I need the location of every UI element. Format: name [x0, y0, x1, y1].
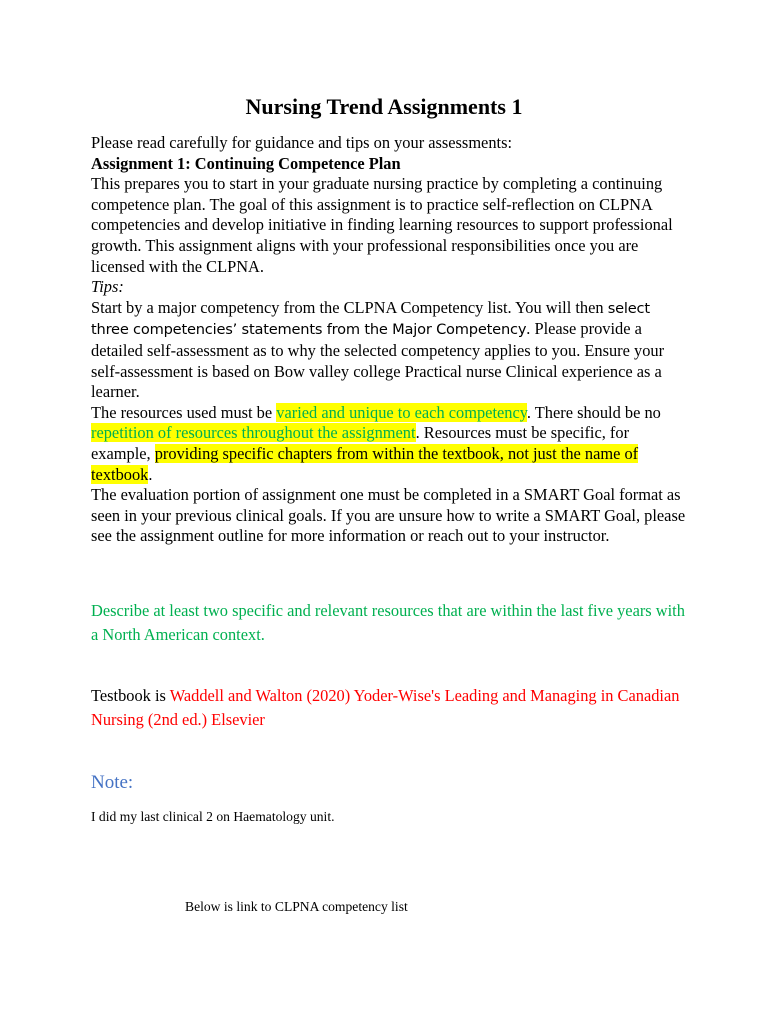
resources-text-part2: . There should be no — [526, 402, 661, 422]
intro-text: Please read carefully for guidance and tips on your assessments: — [91, 133, 513, 152]
assignment-description: This prepares you to start in your graduate nursing practice by completing a continuing competence plan. The goal of this assignment is to practice self-reflection on CLPNA competencies and develop initiative in finding learning resources to support professional growth. This assignment aligns with your professional responsibilities once you are licensed with the CLPNA. — [91, 174, 673, 276]
tips-text-part3: . Please provide a detailed self-assessment as to why the selected competency applies to you. Ensure your self-assessment is based on Bow valley college Practical nurse Clinical experience as a learner. — [91, 319, 665, 402]
tips-label: Tips: — [91, 277, 124, 297]
resources-highlight-chapters: providing specific chapters from within the textbook, not just the name of textbook — [91, 443, 639, 484]
tips-text-part2: select three competencies’ statements from the Major Competency — [91, 299, 650, 339]
resources-text-part1: The resources used must be — [91, 402, 277, 422]
resources-text-part3: . Resources must be specific, for example, — [91, 423, 630, 463]
note-text: I did my last clinical 2 on Haematology unit. — [91, 809, 335, 824]
textbook-label: Testbook is — [91, 686, 170, 705]
note-heading: Note: — [91, 772, 134, 793]
resources-highlight-repetition: repetition of resources throughout the assignment — [91, 423, 416, 443]
assignment-heading: Assignment 1: Continuing Competence Plan — [91, 153, 401, 173]
tips-paragraph — [91, 298, 691, 403]
textbook-paragraph — [91, 684, 691, 731]
tips-text-part1: Start by a major competency from the CLPNA Competency list. You will then — [91, 297, 608, 317]
resources-highlight-varied: varied and unique to each competency — [276, 402, 527, 422]
document-body — [91, 133, 691, 547]
competency-link-text: Below is link to CLPNA competency list — [185, 899, 408, 914]
resources-text-part4: . — [148, 464, 153, 484]
resources-paragraph — [91, 403, 691, 485]
document-title: Nursing Trend Assignments 1 — [245, 94, 523, 119]
textbook-reference: Waddell and Walton (2020) Yoder-Wise's Leading and Managing in Canadian Nursing (2nd ed.) Elsevier — [91, 686, 680, 729]
resources-requirement-note: Describe at least two specific and relevant resources that are within the last five years with a North American context. — [91, 601, 685, 644]
evaluation-paragraph: The evaluation portion of assignment one must be completed in a SMART Goal format as seen in your previous clinical goals. If you are unsure how to write a SMART Goal, please see the assignment outline for more information or reach out to your instructor. — [91, 485, 686, 546]
